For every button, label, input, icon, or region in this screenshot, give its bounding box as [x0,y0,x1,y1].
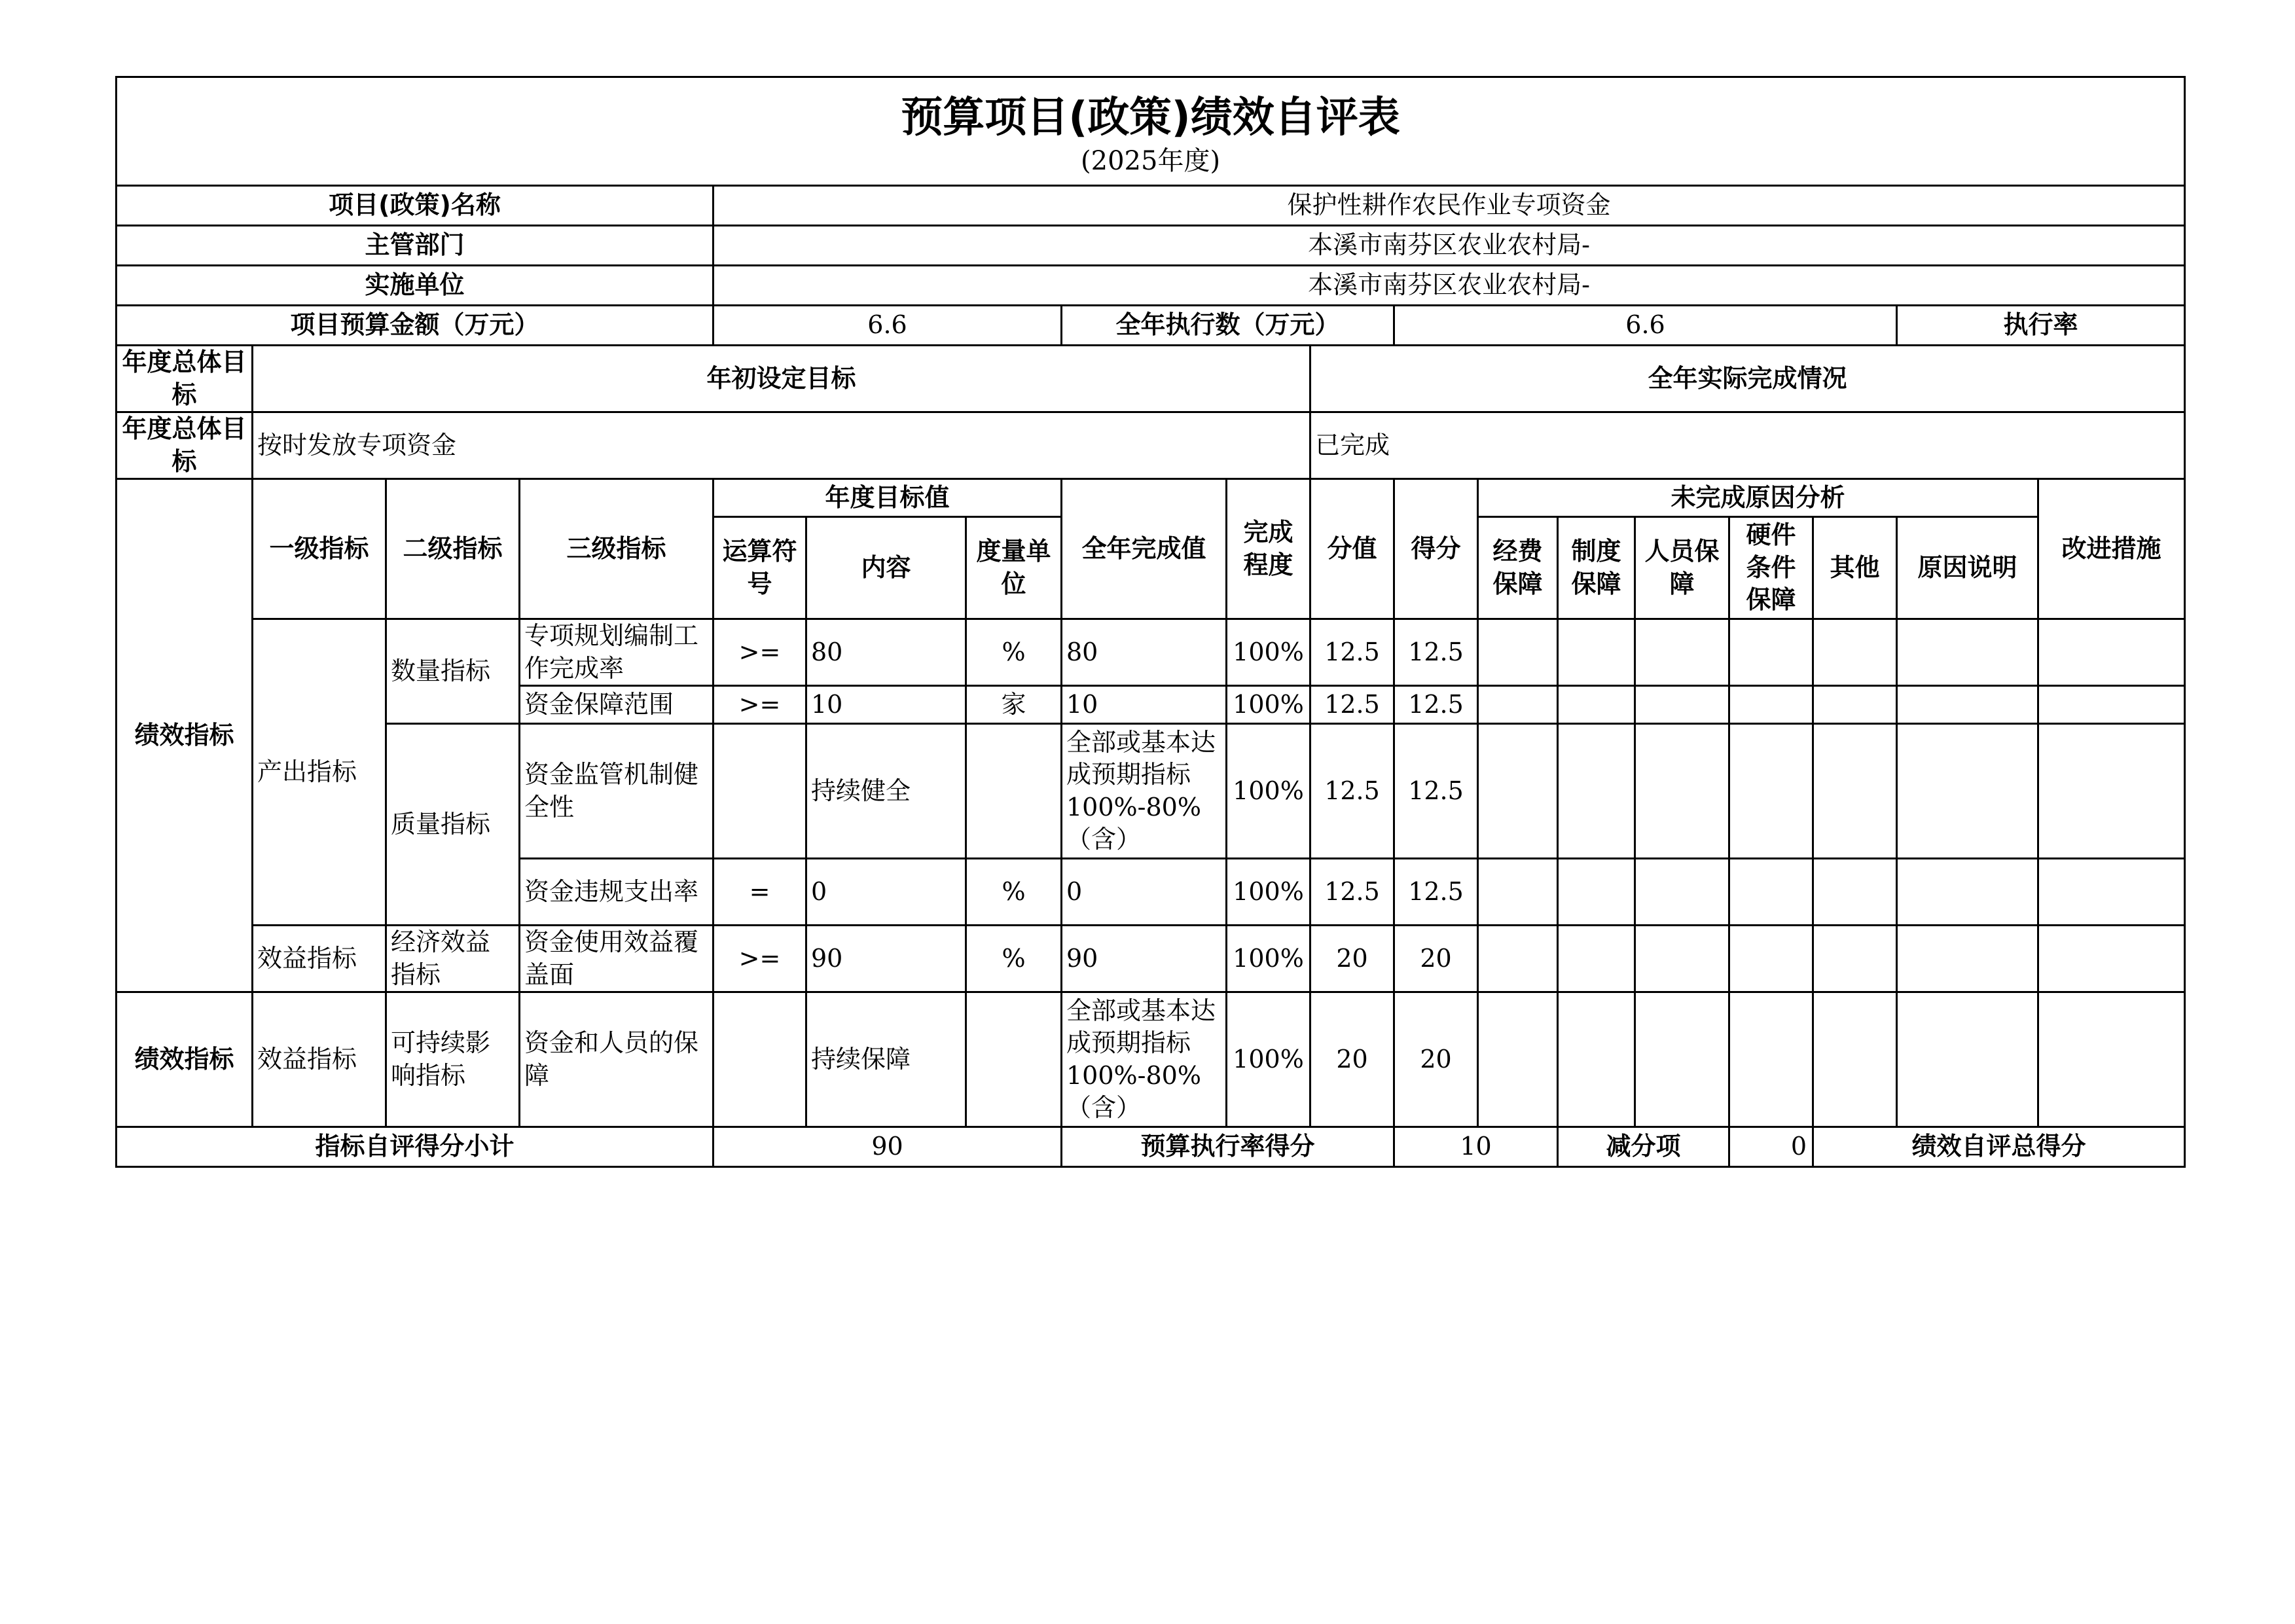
value-cell: 20 [1310,992,1394,1127]
content-cell: 90 [806,926,966,992]
header-annual-complete: 全年完成值 [1062,479,1227,619]
score-cell: 20 [1394,992,1478,1127]
actual-goal-header: 全年实际完成情况 [1310,346,2185,412]
content-cell: 0 [806,859,966,926]
goal-row-label: 年度总体目标 [117,412,253,479]
degree-cell: 100% [1227,992,1310,1127]
dept-label: 主管部门 [117,226,714,266]
complete-cell: 0 [1062,859,1227,926]
header-funding: 经费保障 [1478,517,1558,619]
complete-cell: 全部或基本达成预期指标100%-80%（含） [1062,724,1227,859]
quality-group-label: 质量指标 [386,724,520,926]
subtotal-value: 90 [714,1127,1062,1167]
economic-group-label: 经济效益指标 [386,926,520,992]
initial-goal-value: 按时发放专项资金 [253,412,1310,479]
operator-cell [714,992,806,1127]
deduct-label: 减分项 [1558,1127,1729,1167]
header-degree: 完成程度 [1227,479,1310,619]
table-row [117,619,2185,686]
unit-cell: % [966,859,1062,926]
degree-cell: 100% [1227,859,1310,926]
table-row [117,926,2185,992]
operator-cell [714,724,806,859]
table-row [117,724,2185,859]
content-cell: 10 [806,686,966,724]
header-system: 制度保障 [1558,517,1635,619]
title-block [117,77,2185,186]
unit-label: 实施单位 [117,266,714,306]
header-operator: 运算符号 [714,517,806,619]
budget-value: 6.6 [714,306,1062,346]
value-cell: 12.5 [1310,724,1394,859]
header-annual-target: 年度目标值 [714,479,1062,517]
quantity-group-label: 数量指标 [386,619,520,724]
operator-cell: = [714,859,806,926]
rate-label: 执行率 [1897,306,2185,346]
unit-value: 本溪市南芬区农业农村局- [714,266,2185,306]
level3-cell: 资金违规支出率 [520,859,714,926]
degree-cell: 100% [1227,619,1310,686]
header-content: 内容 [806,517,966,619]
header-score-value: 分值 [1310,479,1394,619]
total-label: 绩效自评总得分 [1813,1127,2185,1167]
header-improve: 改进措施 [2038,479,2185,619]
complete-cell: 80 [1062,619,1227,686]
unit-cell [966,992,1062,1127]
level3-cell: 资金保障范围 [520,686,714,724]
score-cell: 12.5 [1394,686,1478,724]
level3-cell: 资金使用效益覆盖面 [520,926,714,992]
header-other: 其他 [1813,517,1897,619]
level3-cell: 资金监管机制健全性 [520,724,714,859]
header-level3: 三级指标 [520,479,714,619]
score-cell: 12.5 [1394,859,1478,926]
page-title: 预算项目(政策)绩效自评表 [901,94,1400,142]
header-hardware: 硬件条件保障 [1729,517,1813,619]
exec-label: 全年执行数（万元） [1062,306,1394,346]
header-reason-analysis: 未完成原因分析 [1478,479,2038,517]
degree-cell: 100% [1227,926,1310,992]
goal-row-label: 年度总体目标 [117,346,253,412]
value-cell: 12.5 [1310,859,1394,926]
score-cell: 12.5 [1394,619,1478,686]
degree-cell: 100% [1227,724,1310,859]
unit-cell: % [966,926,1062,992]
content-cell: 80 [806,619,966,686]
output-group-label: 产出指标 [253,619,386,926]
deduct-value: 0 [1729,1127,1813,1167]
complete-cell: 90 [1062,926,1227,992]
perf-group-label: 绩效指标 [117,479,253,992]
header-personnel: 人员保障 [1635,517,1729,619]
header-level1: 一级指标 [253,479,386,619]
operator-cell: >= [714,619,806,686]
budget-score-value: 10 [1394,1127,1558,1167]
level3-cell: 专项规划编制工作完成率 [520,619,714,686]
header-unit: 度量单位 [966,517,1062,619]
project-name-label: 项目(政策)名称 [117,186,714,226]
complete-cell: 全部或基本达成预期指标100%-80%（含） [1062,992,1227,1127]
evaluation-table [115,76,2186,1168]
unit-cell [966,724,1062,859]
score-cell: 12.5 [1394,724,1478,859]
content-cell: 持续健全 [806,724,966,859]
unit-cell: 家 [966,686,1062,724]
header-score: 得分 [1394,479,1478,619]
actual-goal-value: 已完成 [1310,412,2185,479]
score-cell: 20 [1394,926,1478,992]
value-cell: 20 [1310,926,1394,992]
degree-cell: 100% [1227,686,1310,724]
benefit-group-label: 效益指标 [253,926,386,992]
operator-cell: >= [714,686,806,724]
project-name-value: 保护性耕作农民作业专项资金 [714,186,2185,226]
evaluation-sheet [115,76,2184,1168]
value-cell: 12.5 [1310,686,1394,724]
budget-score-label: 预算执行率得分 [1062,1127,1394,1167]
sustain-group-label: 可持续影响指标 [386,992,520,1127]
unit-cell: % [966,619,1062,686]
header-level2: 二级指标 [386,479,520,619]
perf-group-label-2: 绩效指标 [117,992,253,1127]
level3-cell: 资金和人员的保障 [520,992,714,1127]
benefit-group-label-2: 效益指标 [253,992,386,1127]
operator-cell: >= [714,926,806,992]
budget-label: 项目预算金额（万元） [117,306,714,346]
value-cell: 12.5 [1310,619,1394,686]
table-row [117,992,2185,1127]
complete-cell: 10 [1062,686,1227,724]
page-subtitle: (2025年度) [1081,146,1221,177]
initial-goal-header: 年初设定目标 [253,346,1310,412]
content-cell: 持续保障 [806,992,966,1127]
dept-value: 本溪市南芬区农业农村局- [714,226,2185,266]
exec-value: 6.6 [1394,306,1897,346]
header-reason-desc: 原因说明 [1897,517,2038,619]
subtotal-label: 指标自评得分小计 [117,1127,714,1167]
